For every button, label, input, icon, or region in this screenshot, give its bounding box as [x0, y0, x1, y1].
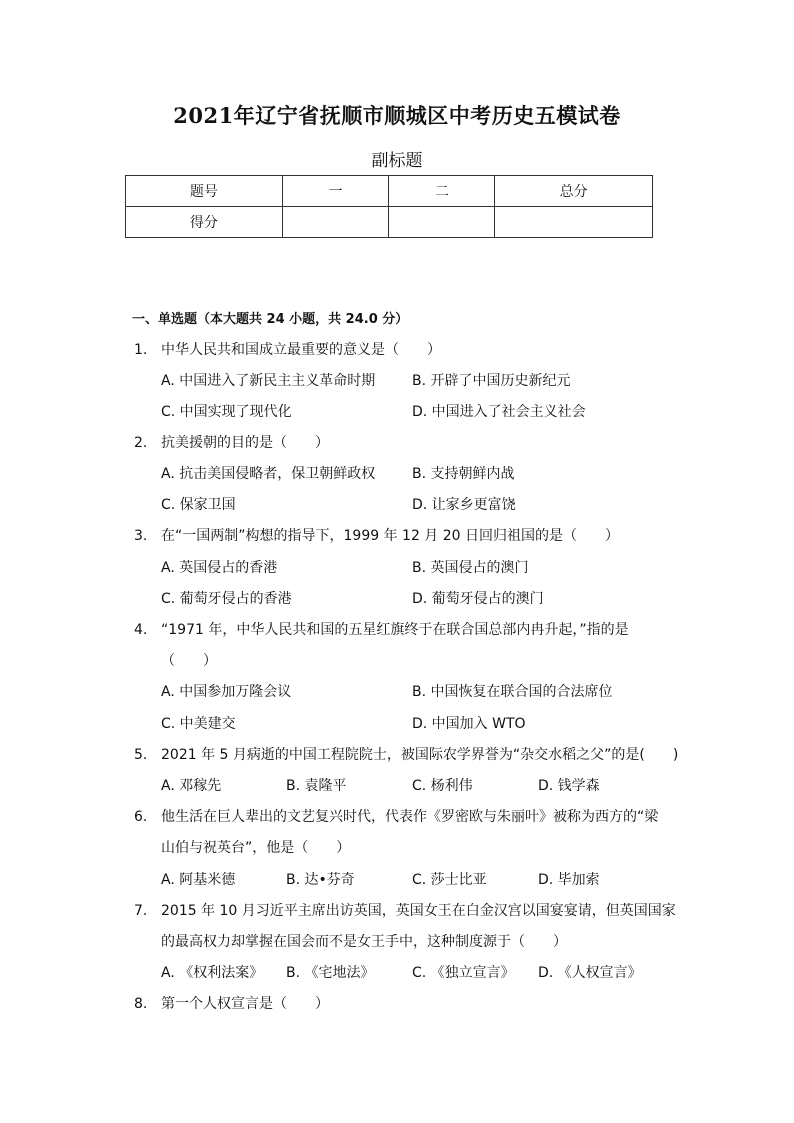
page-title: 2021年辽宁省抚顺市顺城区中考历史五模试卷: [173, 103, 621, 128]
option-d: D. 中国加入 WTO: [412, 716, 526, 732]
question-text: 山伯与祝英台”，他是（ ）: [161, 840, 351, 856]
question-text: “1971 年，中华人民共和国的五星红旗终于在联合国总部内冉升起，”指的是: [161, 622, 629, 638]
question-text: 的最高权力却掌握在国会而不是女王手中，这种制度源于（ ）: [161, 934, 567, 950]
question-number: 1.: [134, 342, 148, 358]
question-text: （ ）: [161, 653, 217, 669]
option-b: B. 开辟了中国历史新纪元: [412, 373, 571, 389]
table-cell: [282, 207, 389, 238]
question-number: 4.: [134, 622, 148, 638]
question-text: 2015 年 10 月习近平主席出访英国，英国女王在白金汉宫以国宴宴请，但英国国家: [161, 903, 676, 919]
option-c: C. 葡萄牙侵占的香港: [161, 591, 292, 607]
question-number: 5.: [134, 747, 148, 763]
option-b: B. 支持朝鲜内战: [412, 466, 515, 482]
option-b: B. 英国侵占的澳门: [412, 560, 529, 576]
question-text: 抗美援朝的目的是（ ）: [161, 435, 329, 451]
table-cell: 总分: [495, 176, 653, 207]
option-c: C. 《独立宣言》: [412, 965, 515, 981]
option-b: B. 袁隆平: [286, 778, 347, 794]
table-cell: [495, 207, 653, 238]
option-d: D. 让家乡更富饶: [412, 497, 516, 513]
option-c: C. 中国实现了现代化: [161, 404, 292, 420]
option-a: A. 邓稼先: [161, 778, 222, 794]
option-c: C. 中美建交: [161, 716, 236, 732]
option-d: D. 《人权宣言》: [538, 965, 642, 981]
option-a: A. 英国侵占的香港: [161, 560, 278, 576]
option-c: C. 保家卫国: [161, 497, 236, 513]
question-number: 3.: [134, 528, 148, 544]
option-a: A. 《权利法案》: [161, 965, 264, 981]
option-c: C. 莎士比亚: [412, 872, 487, 888]
score-table: [125, 175, 653, 238]
option-a: A. 中国进入了新民主主义革命时期: [161, 373, 376, 389]
score-table-row: [126, 207, 653, 238]
section-heading: 一、单选题（本大题共 24 小题，共 24.0 分）: [132, 312, 409, 327]
option-d: D. 中国进入了社会主义社会: [412, 404, 586, 420]
option-d: D. 钱学森: [538, 778, 600, 794]
option-a: A. 抗击美国侵略者，保卫朝鲜政权: [161, 466, 376, 482]
option-b: B. 《宅地法》: [286, 965, 375, 981]
question-number: 6.: [134, 809, 148, 825]
option-b: B. 达•芬奇: [286, 872, 355, 888]
table-cell: 二: [389, 176, 495, 207]
table-cell: 得分: [126, 207, 283, 238]
option-a: A. 中国参加万隆会议: [161, 684, 292, 700]
question-number: 2.: [134, 435, 148, 451]
question-number: 8.: [134, 996, 148, 1012]
question-text: 第一个人权宣言是（ ）: [161, 996, 329, 1012]
option-d: D. 葡萄牙侵占的澳门: [412, 591, 544, 607]
question-text: 2021 年 5 月病逝的中国工程院院士，被国际农学界誉为“杂交水稻之父”的是( ): [161, 747, 679, 763]
option-b: B. 中国恢复在联合国的合法席位: [412, 684, 613, 700]
question-number: 7.: [134, 903, 148, 919]
option-a: A. 阿基米德: [161, 872, 236, 888]
table-cell: [389, 207, 495, 238]
option-d: D. 毕加索: [538, 872, 600, 888]
page-subtitle: 副标题: [371, 151, 423, 171]
question-text: 在“一国两制”构想的指导下，1999 年 12 月 20 日回归祖国的是（ ）: [161, 528, 620, 544]
table-cell: 题号: [126, 176, 283, 207]
question-text: 他生活在巨人辈出的文艺复兴时代，代表作《罗密欧与朱丽叶》被称为西方的“梁: [161, 809, 659, 825]
question-text: 中华人民共和国成立最重要的意义是（ ）: [161, 342, 441, 358]
score-table-header-row: [126, 176, 653, 207]
option-c: C. 杨利伟: [412, 778, 473, 794]
table-cell: 一: [282, 176, 389, 207]
